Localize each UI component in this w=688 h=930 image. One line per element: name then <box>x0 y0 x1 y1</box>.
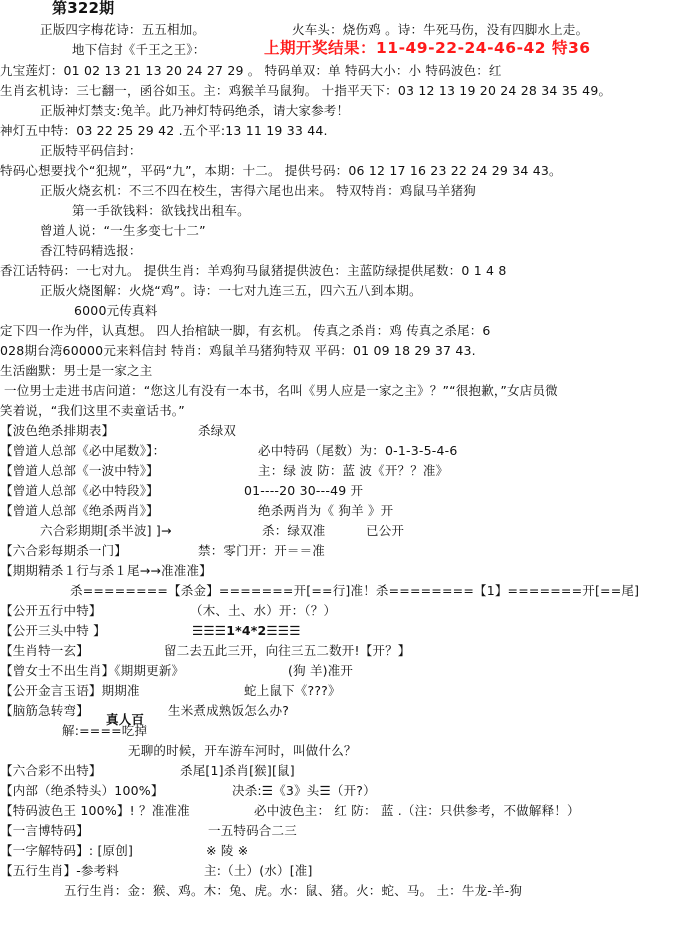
fax-heading: 6000元传真料 <box>74 303 158 318</box>
internal-kill-label: 【内部（绝杀特头）100%】 <box>0 783 164 798</box>
issue-title: 第322期 <box>52 0 115 17</box>
must-tail-label: 【曾道人总部《必中尾数》】： <box>0 443 166 458</box>
zodiac-riddle-poem: 生肖玄机诗：三七翻一，函谷如玉。主：鸡猴羊马鼠狗。 十指平天下：03 12 13 19 20 24 28 34 35 49。 <box>0 83 612 98</box>
lotus-lamp: 九宝莲灯：01 02 13 21 13 20 24 27 29 。 特码单双：单 特码大小：小 特码波色：红 <box>0 63 502 78</box>
half-wave-status: 已公开 <box>366 523 405 538</box>
one-word-bet-value: 一五特码合二三 <box>208 823 297 838</box>
plum-poem: 正版四字梅花诗：五五相加。 <box>40 22 206 37</box>
one-wave-label: 【曾道人总部《一波中特》】 <box>0 463 159 478</box>
color-king-value: 必中波色主： 红 防： 蓝 .（注：只供参考，不做解释！） <box>254 803 580 818</box>
must-segment-label: 【曾道人总部《必中特段》】 <box>0 483 159 498</box>
fax-riddle: 定下四一作为伴，认真想。 四人抬棺缺一脚，有玄机。 传真之杀肖：鸡 传真之杀尾：6 <box>0 323 491 338</box>
ms-zeng-label: 【曾女士不出生肖】《期期更新》 <box>0 663 185 678</box>
kill-row-tail-value: 杀========【杀金】=======开[==行]准！杀========【1】=======开[==尾] <box>70 583 640 598</box>
master-saying: 曾道人说：“一生多变七十二” <box>40 223 206 238</box>
half-wave-value: 杀：绿双准 <box>262 523 326 538</box>
real-person-heading: 真人百 <box>106 712 145 727</box>
no-special-value: 杀尾[1]杀肖[猴][鼠] <box>180 763 295 778</box>
one-word-bet-label: 【一言博特码】 <box>0 823 89 838</box>
no-special-label: 【六合彩不出特】 <box>0 763 102 778</box>
brain-teaser-answer: 解:====吃掉 <box>62 723 148 738</box>
humor-story-line2: 笑着说，“我们这里不卖童话书。” <box>0 403 185 418</box>
color-king-label: 【特码波色王 100%】! ？准准准 <box>0 803 190 818</box>
kill-row-tail-label: 【期期精杀１行与杀１尾→→准准准】 <box>0 563 212 578</box>
golden-words-value: 蛇上鼠下《???》 <box>244 683 341 698</box>
train-head-poem: 火车头：烧伤鸡 。诗：牛死马伤，没有四脚水上走。 <box>292 22 589 37</box>
envelope-heading: 正版特平码信封： <box>40 143 142 158</box>
humor-heading: 生活幽默：男士是一家之主 <box>0 363 153 378</box>
first-hand-riddle: 第一手欲钱料：欲钱找出租车。 <box>72 203 250 218</box>
hk-selection-heading: 香江特码精选报： <box>40 243 142 258</box>
lamp-five-picks: 神灯五中特：03 22 25 29 42 .五个平:13 11 19 33 44. <box>0 123 328 138</box>
three-heads-label: 【公开三头中特 】 <box>0 623 106 638</box>
ms-zeng-value: (狗 羊)准开 <box>288 663 354 678</box>
fire-picture-riddle: 正版火烧图解：火烧“鸡”。诗：一七对九连三五，四六五八到本期。 <box>40 283 422 298</box>
golden-words-label: 【公开金言玉语】期期准 <box>0 683 140 698</box>
one-char-value: ※ 陵 ※ <box>206 843 249 858</box>
brain-teaser-label: 【脑筋急转弯】 <box>0 703 89 718</box>
last-draw-result: 上期开奖结果：11-49-22-24-46-42 特36 <box>264 39 591 57</box>
five-elements-label: 【公开五行中特】 <box>0 603 102 618</box>
taiwan-envelope: 028期台湾60000元来料信封 特肖：鸡鼠羊马猪狗特双 平码：01 09 18 29 37 43. <box>0 343 476 358</box>
internal-kill-value: 决杀:☰《3》头☰（开?） <box>232 783 376 798</box>
five-elements-value: （木、土、水）开：（？） <box>190 603 337 618</box>
three-heads-value: ☰☰☰1*4*2☰☰☰ <box>192 623 301 638</box>
five-zodiac-label: 【五行生肖】-参考料 <box>0 863 120 878</box>
one-char-label: 【一字解特码】: [原创] <box>0 843 134 858</box>
zodiac-special-label: 【生肖特一玄】 <box>0 643 89 658</box>
kill-one-door-label: 【六合彩每期杀一门】 <box>0 543 128 558</box>
boredom-riddle: 无聊的时候，开车游车河时，叫做什么？ <box>128 743 357 758</box>
must-tail-value: 必中特码（尾数）为：0-1-3-5-4-6 <box>258 443 458 458</box>
five-zodiac-list: 五行生肖：金：猴、鸡。木：兔、虎。水：鼠、猪。火：蛇、马。 土：牛龙-羊-狗 <box>64 883 523 898</box>
must-segment-value: 01----20 30---49 开 <box>244 483 364 498</box>
zodiac-special-value: 留二去五此三开，向往三五二数开!【开？】 <box>164 643 411 658</box>
half-wave-label: 六合彩期期[杀半波] ]→ <box>40 523 172 538</box>
color-kill-value: 杀绿双 <box>198 423 237 438</box>
fire-riddle: 正版火烧玄机：不三不四在校生，害得六尾也出来。 特双特肖：鸡鼠马羊猪狗 <box>40 183 476 198</box>
lamp-forbidden: 正版神灯禁支:兔羊。此乃神灯特码绝杀，请大家参考！ <box>40 103 350 118</box>
kill-one-door-value: 禁：零门开：开＝＝准 <box>198 543 326 558</box>
kill-two-value: 绝杀两肖为《 狗羊 》开 <box>258 503 394 518</box>
brain-teaser-question: 生米煮成熟饭怎么办? <box>168 703 290 718</box>
special-code-riddle: 特码心想要找个“犯规”，平码“九”，本期：十二。 提供号码：06 12 17 16 23 22 24 29 34 43。 <box>0 163 562 178</box>
color-kill-table: 【波色绝杀排期表】 <box>0 423 115 438</box>
humor-story-line1: 一位男士走进书店问道：“您这儿有没有一本书，名叫《男人应是一家之主》？”“很抱歉，”女店员微 <box>4 383 558 398</box>
one-wave-value: 主：绿 波 防：蓝 波《开？？准》 <box>258 463 449 478</box>
underground-envelope: 地下信封《千王之王》： <box>72 42 206 57</box>
kill-two-label: 【曾道人总部《绝杀两肖》】 <box>0 503 159 518</box>
five-zodiac-value: 主:（土）(水）[准] <box>204 863 313 878</box>
hk-special-code: 香江话特码：一七对九。 提供生肖：羊鸡狗马鼠猪提供波色：主蓝防绿提供尾数：0 1 4 8 <box>0 263 507 278</box>
